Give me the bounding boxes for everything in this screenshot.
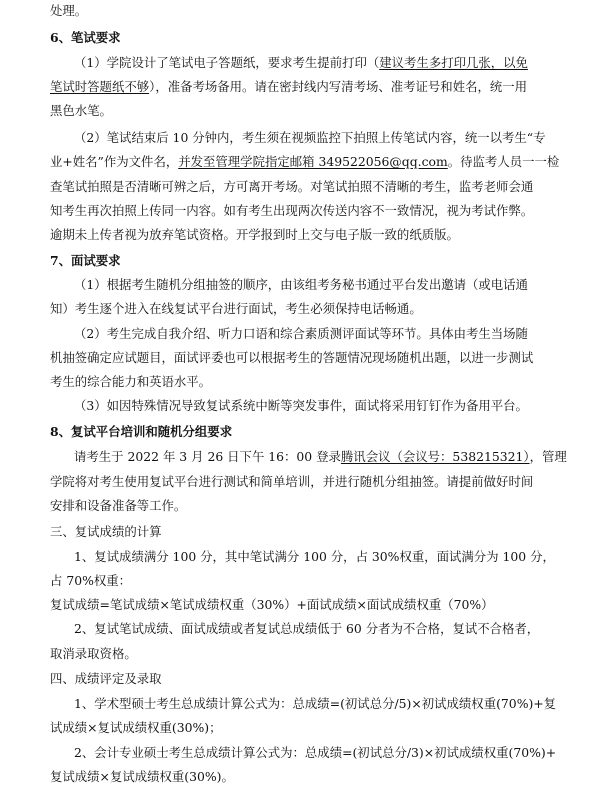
text-span: 1、学术型硕士考生总成绩计算公式为：总成绩=(初试总分/5)×初试成绩权重(70%)+复 — [74, 696, 557, 711]
text-line — [74, 621, 597, 637]
text-span: 考生的综合能力和英语水平。 — [50, 374, 212, 389]
formula-line — [50, 597, 573, 613]
text-line — [50, 301, 573, 317]
text-span: 请考生于 2022 年 3 月 26 日下午 16：00 登录 — [74, 449, 341, 464]
text-span: （3）如因特殊情况导致复试系统中断等突发事件，面试将采用钉钉作为备用平台。 — [74, 398, 528, 413]
text-span: ），准备考场备用。请在密封线内写清考场、准考证号和姓名，统一用 — [149, 79, 528, 94]
text-line — [74, 449, 597, 465]
text-span: 业+姓名”作为文件名， — [50, 154, 179, 169]
text-line — [50, 203, 573, 219]
text-span: 2、复试笔试成绩、面试成绩或者复试总成绩低于 60 分者为不合格，复试不合格者， — [74, 621, 540, 636]
text-line — [74, 549, 597, 565]
text-span: 占 70%权重： — [50, 573, 132, 588]
text-span: 。待监考人员一一检 — [447, 154, 560, 169]
text-line — [74, 398, 597, 414]
heading-text: 8、复试平台培训和随机分组要求 — [50, 424, 233, 439]
text-span: ，管理 — [529, 449, 567, 464]
text-span: 黑色水笔。 — [50, 103, 112, 118]
text-span: 复试成绩×复试成绩权重(30%)。 — [50, 769, 234, 784]
text-line — [50, 179, 573, 195]
text-span: 取消录取资格。 — [50, 646, 137, 661]
text-line — [74, 326, 597, 342]
text-span: 1、复试成绩满分 100 分，其中笔试满分 100 分，占 30%权重，面试满分为 100 分， — [74, 549, 555, 564]
text-span: 安排和设备准备等工作。 — [50, 498, 187, 513]
text-line — [50, 769, 573, 785]
text-line — [50, 474, 573, 490]
text-span: 机抽签确定应试题目，面试评委也可以根据考生的答题情况现场随机出题，以进一步测试 — [50, 350, 534, 365]
text-line — [50, 646, 573, 662]
text-line — [50, 79, 573, 95]
heading-text: 7、面试要求 — [50, 253, 121, 268]
text-span: 试成绩×复试成绩权重(30%)； — [50, 720, 222, 735]
text-line — [50, 3, 573, 19]
text-line — [74, 277, 597, 293]
section-heading-written-exam — [50, 30, 573, 46]
email-underlined-text: 并发至管理学院指定邮箱 349522056@qq.com — [178, 154, 448, 169]
underlined-text: 建议考生多打印几张，以免 — [379, 55, 528, 70]
heading-text: 三、复试成绩的计算 — [50, 524, 162, 539]
text-line — [50, 227, 573, 243]
text-span: 处理。 — [50, 3, 88, 18]
text-line — [74, 745, 597, 761]
text-line — [50, 154, 573, 170]
heading-text: 6、笔试要求 — [50, 30, 121, 45]
section-heading-score-calculation — [50, 524, 573, 540]
section-heading-platform-training — [50, 424, 573, 440]
text-line — [50, 103, 573, 119]
text-line — [50, 374, 573, 390]
text-span: 知）考生逐个进入在线复试平台进行面试，考生必须保持电话畅通。 — [50, 301, 422, 316]
text-span: （1）根据考生随机分组抽签的顺序，由该组考务秘书通过平台发出邀请（或电话通 — [74, 277, 528, 292]
text-span: 学院将对考生使用复试平台进行测试和简单培训，并进行随机分组抽签。请提前做好时间 — [50, 474, 534, 489]
text-span: 2、会计专业硕士考生总成绩计算公式为：总成绩=(初试总分/3)×初试成绩权重(70%)+ — [74, 745, 557, 760]
text-span: （2）笔试结束后 10 分钟内，考生须在视频监控下拍照上传笔试内容，统一以考生“专 — [74, 130, 546, 145]
text-line — [50, 573, 573, 589]
formula-text: 复试成绩=笔试成绩×笔试成绩权重（30%）+面试成绩×面试成绩权重（70%） — [50, 597, 494, 612]
text-line — [74, 55, 597, 71]
underlined-text: 笔试时答题纸不够 — [50, 79, 150, 94]
section-heading-evaluation-admission — [50, 671, 573, 687]
text-span: 知考生再次拍照上传同一内容。如有考生出现两次传送内容不一致情况，视为考试作弊。 — [50, 203, 534, 218]
text-span: 查笔试拍照是否清晰可辨之后，方可离开考场。对笔试拍照不清晰的考生，监考老师会通 — [50, 179, 534, 194]
text-line — [74, 130, 597, 146]
text-line — [50, 498, 573, 514]
text-span: （1）学院设计了笔试电子答题纸，要求考生提前打印（ — [74, 55, 380, 70]
text-line — [50, 720, 573, 736]
text-line — [74, 696, 597, 712]
text-line — [50, 350, 573, 366]
text-span: 逾期未上传者视为放弃笔试资格。开学报到时上交与电子版一致的纸质版。 — [50, 227, 459, 242]
heading-text: 四、成绩评定及录取 — [50, 671, 162, 686]
text-span: （2）考生完成自我介绍、听力口语和综合素质测评面试等环节。具体由考生当场随 — [74, 326, 528, 341]
meeting-id-underlined-text: 腾讯会议（会议号：538215321） — [340, 449, 530, 464]
section-heading-interview — [50, 253, 573, 269]
